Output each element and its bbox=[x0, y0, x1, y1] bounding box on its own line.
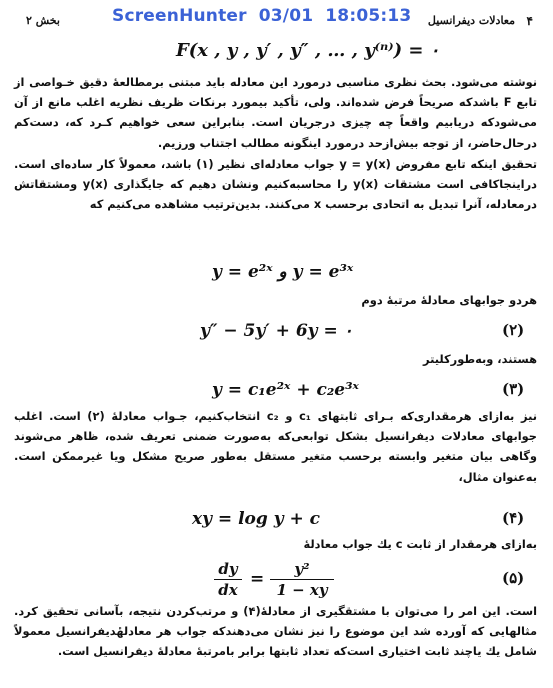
paragraph-5: نیز به‌ازای هرمقداری‌که بـرای ثابتهای c₁ و c₂ انتخاب‌کنیم، جـواب معادلهٔ (۲) است. اغلب جوابهای معادلات دیفرانسیل بشکل توابعی‌که به‌صورت ضمنی تعریف شده، ظاهر می‌شوند وگاهی بیان متغیر وابسته برحسب متغیر مستقل به‌طور صریح مشکل ویا غیرممکن است. به‌عنوان مثال، bbox=[14, 409, 537, 484]
equation-2: y″ − 5y′ + 6y = ٠ bbox=[200, 321, 353, 341]
paragraph-2: تحقیق اینکه تابع مفروض y = y(x) جواب معادله‌ای نظیر (۱) باشد، معمولاً کار ساده‌ای است. دراینجاکافی است مشتقات y(x) را محاسبه‌کنیم ونشان دهیم که جایگذاری y(x) ومشتقاتش درمعادله، آنرا تبدیل به اتحادی برحسب x می‌کنند. بدین‌ترتیب مشاهده می‌کنیم که bbox=[14, 157, 537, 212]
equation-5-rhs bbox=[270, 560, 334, 599]
equation-2-number: (۲) bbox=[502, 321, 525, 339]
screenhunter-watermark bbox=[110, 6, 425, 26]
equation-5-lhs bbox=[214, 560, 242, 599]
equation-3-number: (۳) bbox=[502, 380, 525, 398]
watermark-time: 18:05:13 bbox=[325, 6, 412, 26]
equation-4-number: (۴) bbox=[502, 509, 525, 527]
equation-5-rhs-denominator: 1 − xy bbox=[276, 581, 328, 599]
watermark-app-name: ScreenHunter bbox=[112, 6, 247, 26]
equation-example-solutions: y = e²ˣ و y = e³ˣ bbox=[212, 262, 354, 282]
paragraph-7: است. این امر را می‌توان با مشتقگیری از معادلهٔ(۴) و مرتب‌کردن نتیجه، بآسانی تحقیق کرد. مثالهایی که آورده شد این موضوع را نیز نشان می‌دهندکه جواب هر معادلهٔدیفرانسیل معمولاً شامل یك یاچند ثابت اختیاری است‌که تعداد ثابتها برابر بامرتبهٔ معادلهٔ دیفرانسیل است. bbox=[14, 604, 537, 659]
paragraph-4: هستند، وبه‌طورکلیتر bbox=[422, 352, 537, 366]
equation-4: xy = log y + c bbox=[192, 509, 321, 529]
equation-general-form: F(x , y , y′ , y″ , … , y⁽ⁿ⁾) = ٠ bbox=[176, 40, 440, 61]
section-label: بخش ۲ bbox=[26, 14, 60, 27]
equation-5-lhs-numerator: dy bbox=[214, 560, 242, 580]
equation-3: y = c₁e²ˣ + c₂e³ˣ bbox=[212, 380, 359, 400]
watermark-date: 03/01 bbox=[258, 6, 314, 26]
paragraph-1: نوشته می‌شود. بحث نظری مناسبی درمورد این معادله باید مبتنی برمطالعهٔ دقیق خـواصی از تابع F باشدکه صریحاً فرض شده‌اند. ولی، تأکید بیمورد برنکات ظریف نظریه اغلب مانع از آن می‌شودکه دریابیم واقعاً چه چیزی درجریان است. بنابراین سعی خواهیم کـرد که، دست‌کم درحال‌حاضر، از توجه بیش‌ازحد درمورد اینگونه مطالب اجتناب ورزیم. bbox=[14, 75, 537, 150]
paragraph-6: به‌ازای هرمقدار از ثابت c یك جواب معادلهٔ bbox=[303, 537, 537, 551]
equation-5-number: (۵) bbox=[502, 569, 525, 587]
equation-5-rhs-numerator: y² bbox=[270, 560, 334, 580]
equals-sign: = bbox=[250, 569, 265, 589]
equation-5-lhs-denominator: dx bbox=[218, 581, 238, 599]
chapter-title: معادلات دیفرانسیل bbox=[427, 14, 515, 27]
page-number: ۴ bbox=[526, 14, 533, 28]
paragraph-3: هردو جوابهای معادلهٔ مرتبهٔ دوم bbox=[361, 293, 537, 307]
